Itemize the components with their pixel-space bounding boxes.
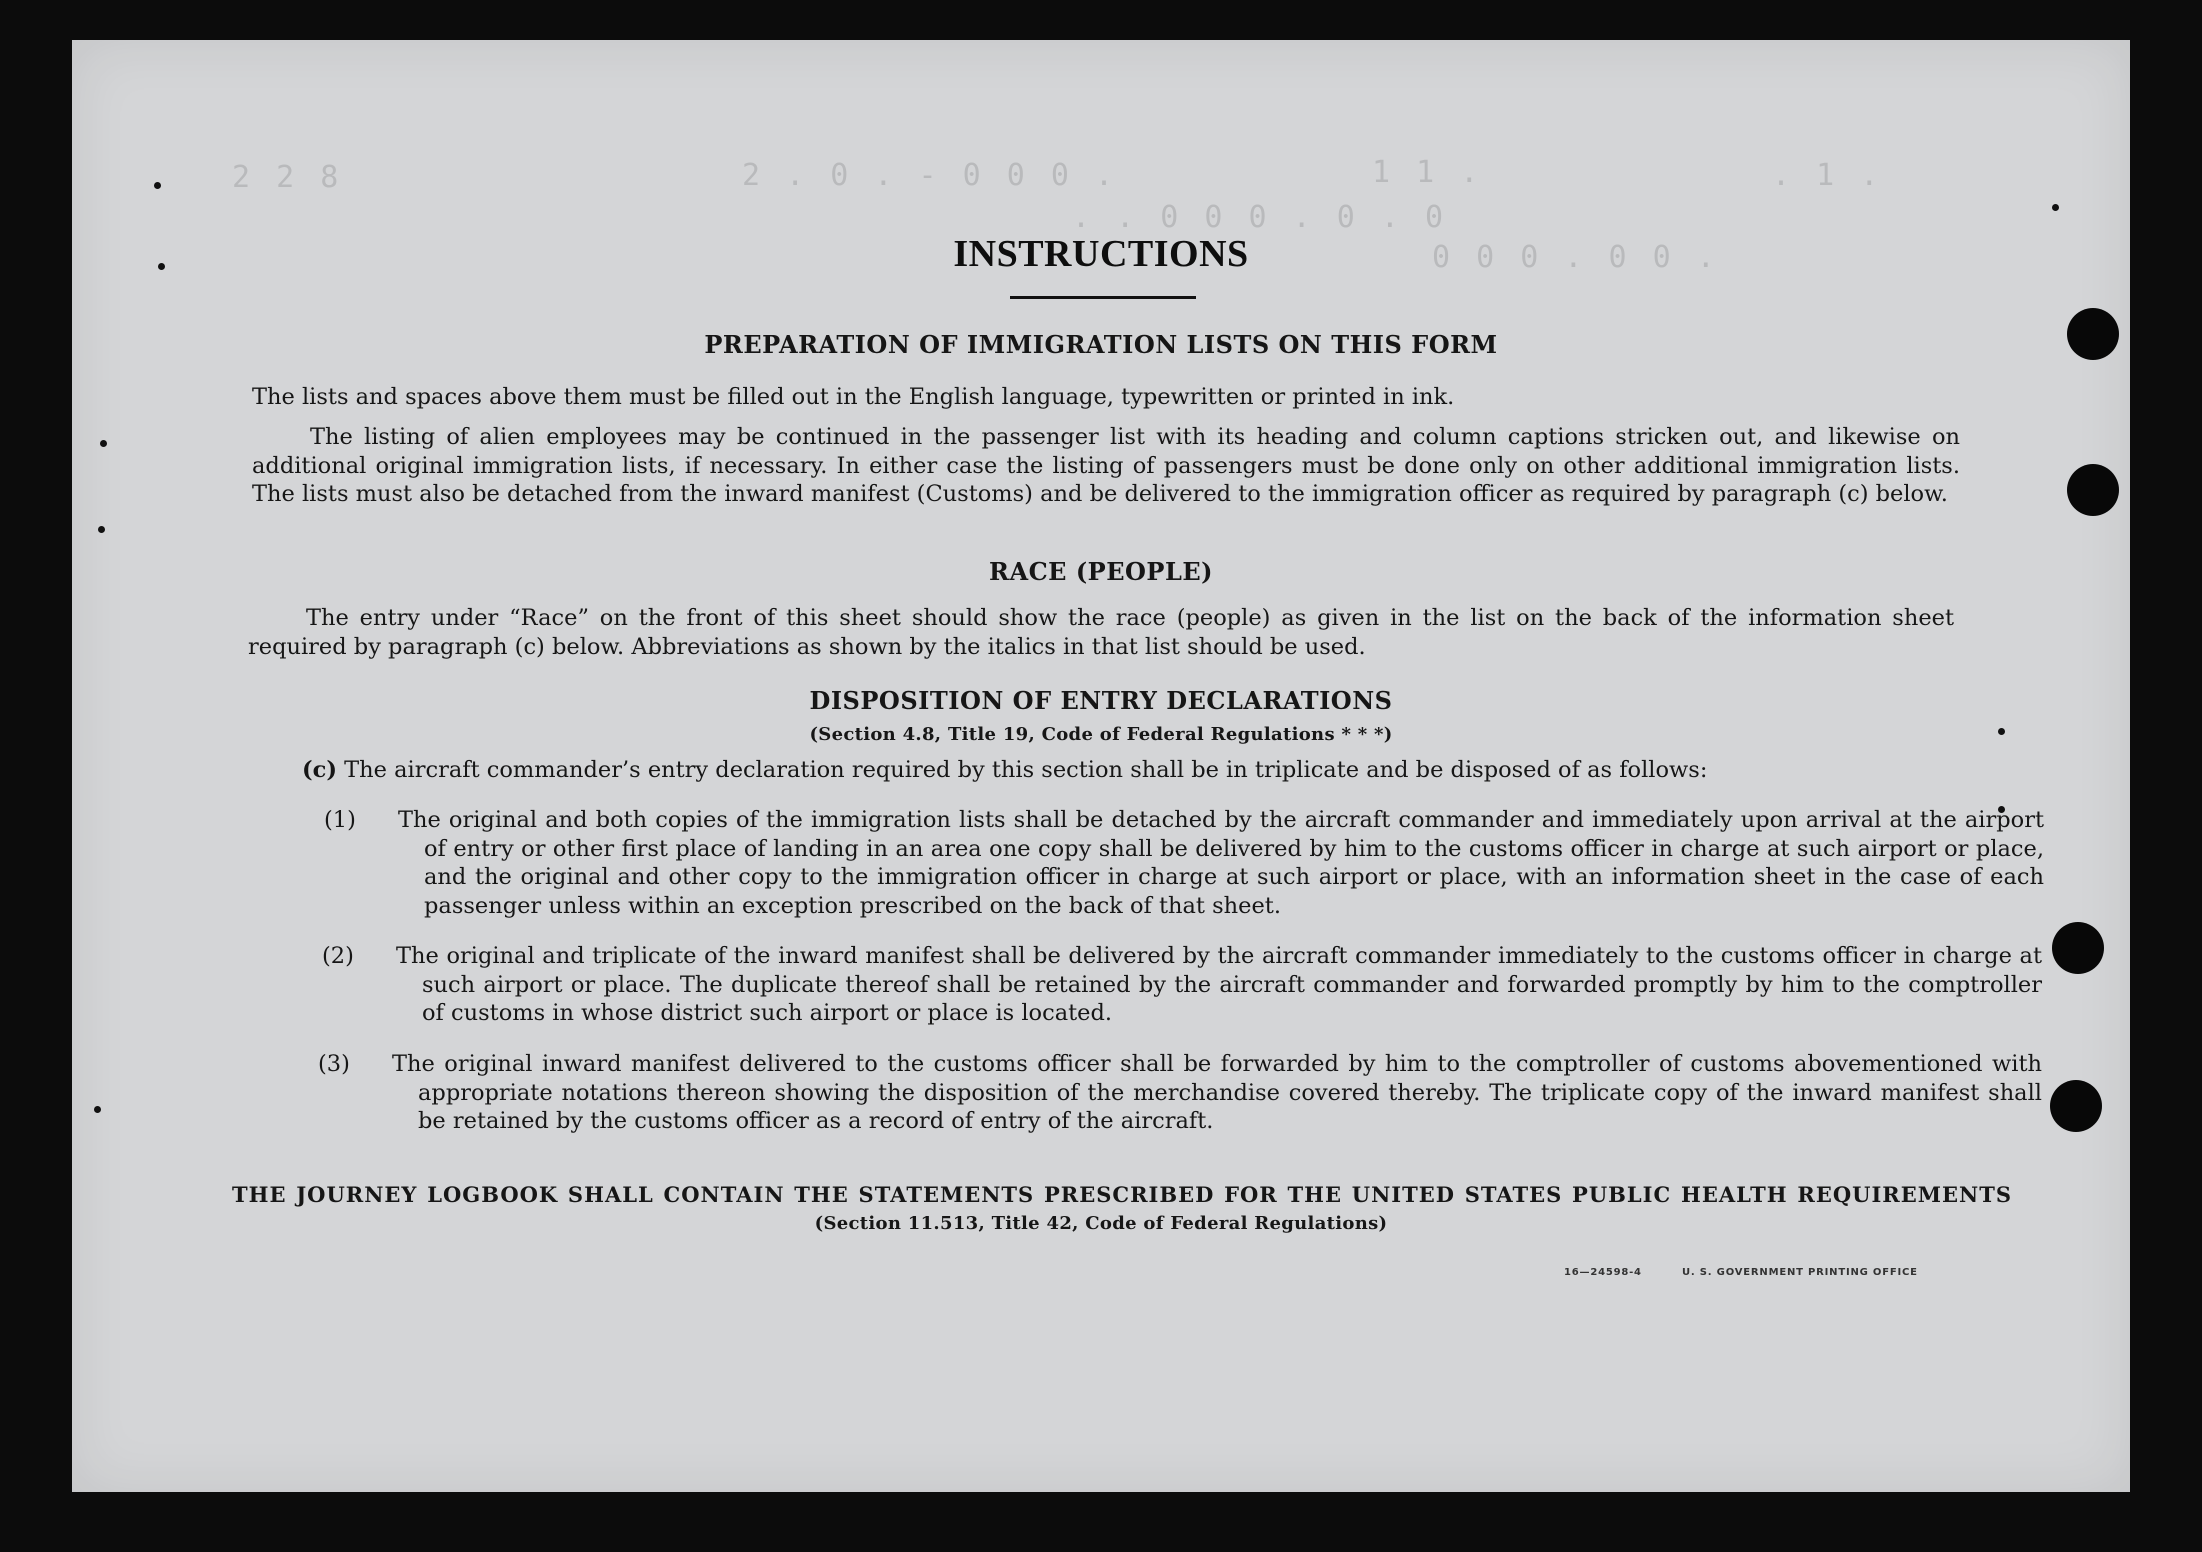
- punch-hole: [2067, 464, 2119, 516]
- item-text: The original and triplicate of the inward manifest shall be delivered by the aircraft commander immediately to the customs officer in charge at such airport or place. The duplicate thereof shall be retained by the aircraft commander and forwarded promptly by him to the comptroller of customs in whose district such airport or place is located.: [396, 943, 2042, 1026]
- punch-hole: [2052, 922, 2104, 974]
- dust-speck: [154, 182, 161, 189]
- intro-label: (c): [302, 757, 337, 783]
- disposition-item-3: [318, 1050, 2042, 1136]
- dust-speck: [100, 440, 107, 447]
- intro-text: The aircraft commander’s entry declaration required by this section shall be in triplicate and be disposed of as follows:: [344, 757, 1708, 783]
- health-statement: THE JOURNEY LOGBOOK SHALL CONTAIN THE STATEMENTS PRESCRIBED FOR THE UNITED STATES PUBLIC HEALTH REQUIREMENTS: [232, 1182, 2012, 1207]
- item-text: The original inward manifest delivered to the customs officer shall be forwarded by him to the comptroller of customs abovementioned with appropriate notations thereon showing the disposition of the merchandise covered thereby. The triplicate copy of the inward manifest shall be retained by the customs officer as a record of entry of the aircraft.: [392, 1051, 2042, 1134]
- dust-speck: [94, 1106, 101, 1113]
- race-paragraph: The entry under “Race” on the front of this sheet should show the race (people) as given in the list on the back of the information sheet required by paragraph (c) below. Abbreviations as shown by the italics in that list should be used.: [248, 605, 1954, 660]
- bleed-through-text: . . 0 0 0 . 0 . 0: [1072, 200, 1448, 235]
- bleed-through-text: 1 1 .: [1372, 155, 1483, 190]
- race-heading: RACE (PEOPLE): [989, 557, 1213, 586]
- disposition-heading: DISPOSITION OF ENTRY DECLARATIONS: [809, 686, 1393, 715]
- item-number: (1): [324, 807, 356, 833]
- bleed-through-text: 2 2 8: [232, 160, 343, 195]
- bleed-through-text: . 1 .: [1772, 158, 1883, 193]
- disposition-subheading: (Section 4.8, Title 19, Code of Federal Regulations * * *): [809, 724, 1393, 745]
- disposition-item-2: [322, 942, 2042, 1028]
- dust-speck: [2052, 204, 2059, 211]
- disposition-intro: [302, 756, 1962, 785]
- bleed-through-text: 2 . 0 . - 0 0 0 .: [742, 158, 1118, 193]
- preparation-paragraph-1: The lists and spaces above them must be filled out in the English language, typewritten or printed in ink.: [252, 384, 1455, 410]
- item-text: The original and both copies of the immigration lists shall be detached by the aircraft commander and immediately upon arrival at the airport of entry or other first place of landing in an area one copy shall be delivered by him to the customs officer in charge at such airport or place, and the original and other copy to the immigration officer in charge at such airport or place, with an information sheet in the case of each passenger unless within an exception prescribed on the back of that sheet.: [398, 807, 2044, 919]
- item-number: (2): [322, 943, 354, 969]
- bleed-through-text: 0 0 0 . 0 0 .: [1432, 240, 1719, 275]
- preparation-paragraph-2: The listing of alien employees may be continued in the passenger list with its heading and column captions stricken out, and likewise on additional original immigration lists, if necessary. In either case the listing of passengers must be done only on other additional immigration lists. The lists must also be detached from the inward manifest (Customs) and be delivered to the immigration officer as required by paragraph (c) below.: [252, 424, 1960, 507]
- dust-speck: [98, 526, 105, 533]
- document-page: [72, 40, 2130, 1492]
- health-citation: (Section 11.513, Title 42, Code of Federal Regulations): [814, 1213, 1388, 1234]
- item-number: (3): [318, 1051, 350, 1077]
- disposition-item-1: [324, 806, 2044, 920]
- preparation-heading: PREPARATION OF IMMIGRATION LISTS ON THIS FORM: [704, 330, 1498, 359]
- punch-hole: [2050, 1080, 2102, 1132]
- title-underline: [1010, 296, 1196, 299]
- printer-imprint: U. S. GOVERNMENT PRINTING OFFICE: [1682, 1267, 1918, 1278]
- page-title: INSTRUCTIONS: [953, 233, 1249, 275]
- form-code: 16—24598-4: [1564, 1267, 1642, 1278]
